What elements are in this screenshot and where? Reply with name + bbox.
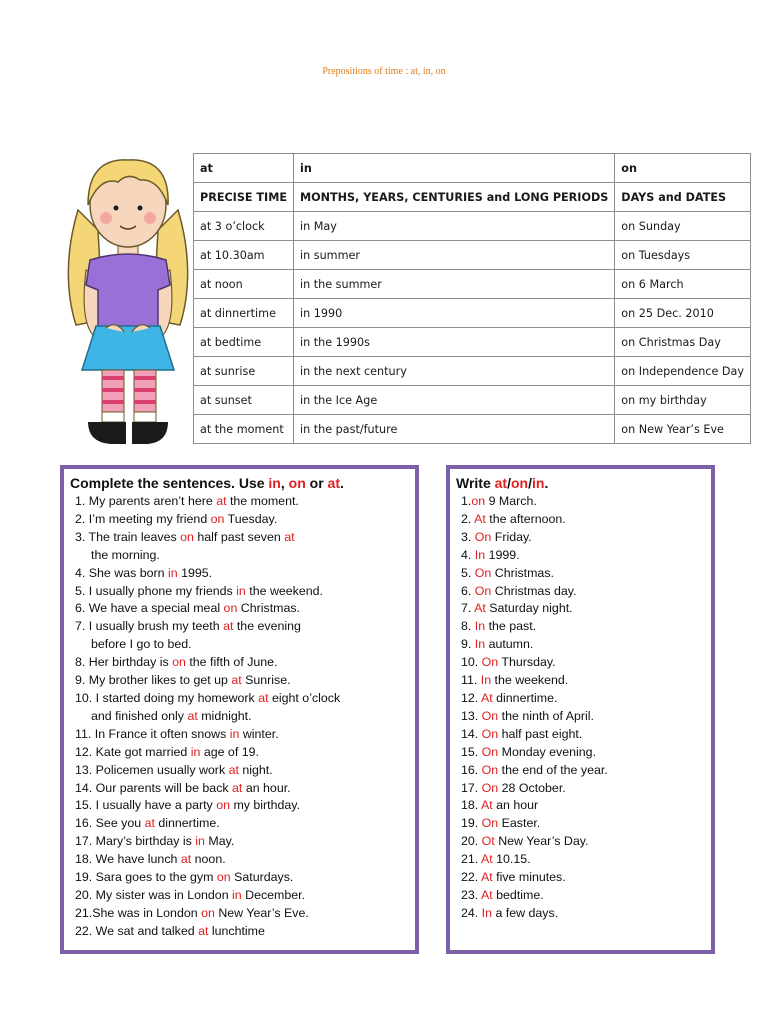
table-row (194, 328, 751, 357)
list-item (64, 690, 415, 708)
sentence-text: my birthday. (230, 798, 301, 813)
preposition-answer: at (187, 708, 198, 723)
list-item (450, 547, 711, 565)
list-item (450, 762, 711, 780)
list-item (64, 762, 415, 780)
list-item (450, 654, 711, 672)
sentence-text: the morning. (91, 547, 160, 562)
sentence-text: 4. (461, 547, 475, 562)
sentence-text: age of 19. (200, 744, 259, 759)
sentence-text: May. (204, 834, 235, 849)
sentence-text: 19. Sara goes to the gym (75, 870, 217, 885)
preposition-answer: On (481, 762, 499, 777)
sentence-text: the ninth of April. (498, 708, 594, 723)
sentence-text: 10.15. (492, 852, 531, 867)
preposition-answer: on (172, 655, 186, 670)
sentence-text: 10. (461, 655, 482, 670)
preposition-answer: on (210, 511, 225, 526)
table-cell: at bedtime (194, 328, 294, 357)
list-item (450, 744, 711, 762)
sentence-text: 7. (461, 601, 475, 616)
sentence-text: Saturday night. (485, 601, 573, 616)
table-row (194, 270, 751, 299)
list-item (64, 511, 415, 529)
list-item (450, 887, 711, 905)
table-cell: on Tuesdays (615, 241, 751, 270)
table-cell: in the 1990s (294, 328, 615, 357)
preposition-answer: in (268, 475, 281, 491)
preposition-answer: At (480, 887, 493, 902)
table-cell: at sunset (194, 386, 294, 415)
sentence-text: half past seven (193, 529, 285, 544)
table-cell: in (294, 154, 615, 183)
sentence-text: 15. (461, 744, 482, 759)
sentence-text: 20. (461, 834, 482, 849)
list-item (64, 636, 415, 654)
list-item (64, 565, 415, 583)
list-item (64, 780, 415, 798)
list-item (450, 600, 711, 618)
preposition-answer: in (167, 565, 178, 580)
table-cell: in the summer (294, 270, 615, 299)
sentence-text: Christmas. (237, 601, 300, 616)
table-cell: in the past/future (294, 415, 615, 444)
table-row (194, 299, 751, 328)
preposition-answer: on (510, 475, 529, 491)
preposition-answer: in (232, 887, 242, 902)
table-cell: at (194, 154, 294, 183)
preposition-answer: On (481, 816, 499, 831)
preposition-answer: In (474, 547, 486, 562)
sentence-text: five minutes. (492, 870, 566, 885)
list-item (64, 905, 415, 923)
preposition-answer: On (474, 529, 492, 544)
list-item (64, 923, 415, 941)
table-cell: on New Year’s Eve (615, 415, 751, 444)
list-item (450, 905, 711, 923)
table-cell: in the Ice Age (294, 386, 615, 415)
preposition-answer: in (229, 726, 240, 741)
table-cell: on Sunday (615, 212, 751, 241)
list-item (64, 869, 415, 887)
list-item (64, 708, 415, 726)
preposition-answer: At (474, 511, 486, 526)
list-item (64, 726, 415, 744)
preposition-answer: At (480, 852, 493, 867)
table-cell: in May (294, 212, 615, 241)
sentence-text: before I go to bed. (91, 637, 192, 652)
sentence-text: 8. (461, 619, 475, 634)
sentence-text: , (280, 475, 289, 491)
preposition-answer: Ot (481, 834, 495, 849)
sentence-text: the fifth of June. (185, 655, 278, 670)
table-cell: DAYS and DATES (615, 183, 751, 212)
preposition-answer: on (288, 475, 306, 491)
list-item (64, 833, 415, 851)
list-item (64, 493, 415, 511)
sentence-text: 10. I started doing my homework (75, 690, 259, 705)
list-item (64, 887, 415, 905)
list-item (64, 744, 415, 762)
list-item (450, 636, 711, 654)
sentence-text: 6. We have a special meal (75, 601, 224, 616)
sentence-text: or (305, 475, 328, 491)
sentence-text: December. (241, 887, 306, 902)
sentence-text: Christmas. (491, 565, 554, 580)
preposition-answer: At (480, 870, 493, 885)
exercise-heading (450, 475, 711, 491)
table-cell: MONTHS, YEARS, CENTURIES and LONG PERIODS (294, 183, 615, 212)
preposition-answer: on (216, 798, 230, 813)
sentence-text: 19. (461, 816, 482, 831)
preposition-answer: On (481, 726, 499, 741)
sentence-text: 8. Her birthday is (75, 655, 173, 670)
sentence-text: 2. I’m meeting my friend (75, 511, 211, 526)
sentence-text: a few days. (492, 905, 559, 920)
preposition-answer: At (474, 601, 486, 616)
sentence-text: Easter. (498, 816, 541, 831)
sentence-text: 7. I usually brush my teeth (75, 619, 224, 634)
preposition-answer: In (474, 619, 486, 634)
preposition-answer: in (236, 583, 246, 598)
table-row (194, 357, 751, 386)
exercise-box-complete-sentences (60, 465, 419, 954)
preposition-answer: At (480, 690, 493, 705)
preposition-answer: in (531, 475, 545, 491)
sentence-text: 9 March. (485, 494, 537, 508)
sentence-text: the moment. (226, 494, 299, 508)
sentence-text: night. (238, 762, 273, 777)
list-item (450, 565, 711, 583)
sentence-list (64, 493, 415, 941)
sentence-text: 21.She was in London (75, 905, 202, 920)
sentence-text: noon. (191, 852, 226, 867)
table-cell: on 6 March (615, 270, 751, 299)
list-item (450, 815, 711, 833)
list-item (450, 690, 711, 708)
preposition-answer: In (474, 637, 486, 652)
sentence-text: 6. (461, 583, 475, 598)
sentence-text: 16. See you (75, 816, 145, 831)
preposition-answer: In (480, 673, 492, 688)
sentence-text: the weekend. (491, 673, 569, 688)
exercise-box-write-prepositions (446, 465, 715, 954)
table-cell: on 25 Dec. 2010 (615, 299, 751, 328)
sentence-text: 24. (461, 905, 482, 920)
table-cell: on Independence Day (615, 357, 751, 386)
preposition-answer: On (481, 780, 499, 795)
sentence-text: eight o’clock (268, 690, 341, 705)
list-item (450, 672, 711, 690)
list-item (64, 618, 415, 636)
preposition-answer: at (232, 780, 243, 795)
list-item (64, 600, 415, 618)
preposition-answer: On (474, 565, 492, 580)
sentence-text: / (507, 475, 511, 491)
table-cell: PRECISE TIME (194, 183, 294, 212)
preposition-answer: at (223, 619, 234, 634)
preposition-answer: At (480, 798, 493, 813)
table-cell: on (615, 154, 751, 183)
sentence-text: 2. (461, 511, 475, 526)
sentence-text: 18. (461, 798, 481, 813)
sentence-text: 13. Policemen usually work (75, 762, 229, 777)
sentence-text: New Year’s Day. (494, 834, 589, 849)
table-row (194, 386, 751, 415)
sentence-text: 1. My parents aren’t here (75, 494, 217, 508)
sentence-text: winter. (239, 726, 279, 741)
sentence-text: 22. (461, 870, 481, 885)
sentence-text: 12. (461, 690, 481, 705)
table-cell: at the moment (194, 415, 294, 444)
list-item (64, 547, 415, 565)
table-cell: in the next century (294, 357, 615, 386)
prepositions-table (193, 153, 751, 444)
preposition-answer: at (144, 816, 155, 831)
sentence-text: 20. My sister was in London (75, 887, 233, 902)
sentence-text: dinnertime. (154, 816, 220, 831)
sentence-text: 11. In France it often snows (75, 726, 230, 741)
list-item (64, 529, 415, 547)
sentence-text: the past. (485, 619, 537, 634)
table-cell: in summer (294, 241, 615, 270)
sentence-text: Sunrise. (241, 673, 291, 688)
list-item (64, 672, 415, 690)
sentence-text: Christmas day. (491, 583, 577, 598)
preposition-answer: on (223, 601, 238, 616)
list-item (450, 511, 711, 529)
list-item (64, 815, 415, 833)
sentence-text: / (528, 475, 532, 491)
preposition-answer: In (481, 905, 493, 920)
sentence-text: 21. (461, 852, 481, 867)
sentence-text: 1999. (485, 547, 520, 562)
sentence-text: lunchtime (208, 923, 265, 938)
list-item (450, 869, 711, 887)
preposition-answer: at (231, 673, 242, 688)
preposition-answer: at (228, 762, 239, 777)
preposition-answer: on (216, 870, 231, 885)
preposition-answer: On (481, 708, 499, 723)
table-cell: at 3 o’clock (194, 212, 294, 241)
sentence-text: bedtime. (492, 887, 544, 902)
table-row (194, 154, 751, 183)
sentence-text: half past eight. (498, 726, 583, 741)
preposition-answer: On (481, 655, 499, 670)
preposition-answer: at (258, 690, 269, 705)
sentence-text: . (339, 475, 344, 491)
sentence-text: 15. I usually have a party (75, 798, 217, 813)
table-cell: on my birthday (615, 386, 751, 415)
sentence-text: 17. (461, 780, 482, 795)
sentence-text: Complete the sentences. Use (70, 475, 269, 491)
sentence-text: New Year’s Eve. (214, 905, 309, 920)
sentence-text: 3. The train leaves (75, 529, 181, 544)
table-cell: at 10.30am (194, 241, 294, 270)
preposition-answer: in (195, 834, 205, 849)
sentence-text: Monday evening. (498, 744, 597, 759)
sentence-text: 11. (461, 673, 481, 688)
answer-list (450, 493, 711, 923)
sentence-text: 18. We have lunch (75, 852, 181, 867)
girl-illustration (58, 150, 198, 450)
table-row (194, 415, 751, 444)
sentence-text: 9. (461, 637, 475, 652)
table-cell: in 1990 (294, 299, 615, 328)
list-item (450, 851, 711, 869)
sentence-text: 5. I usually phone my friends (75, 583, 237, 598)
table-row (194, 212, 751, 241)
list-item (450, 833, 711, 851)
table-cell: at noon (194, 270, 294, 299)
sentence-text: 3. (461, 529, 475, 544)
sentence-text: dinnertime. (492, 690, 558, 705)
preposition-answer: at (327, 475, 340, 491)
table-cell: at sunrise (194, 357, 294, 386)
sentence-text: 17. Mary’s birthday is (75, 834, 196, 849)
sentence-text: 14. (461, 726, 482, 741)
list-item (64, 851, 415, 869)
sentence-text: 28 October. (498, 780, 566, 795)
preposition-answer: On (481, 744, 499, 759)
table-cell: on Christmas Day (615, 328, 751, 357)
preposition-answer: in (190, 744, 201, 759)
sentence-text: an hour. (242, 780, 291, 795)
table-row (194, 183, 751, 212)
sentence-text: the weekend. (245, 583, 323, 598)
sentence-text: an hour (492, 798, 539, 813)
list-item (64, 654, 415, 672)
list-item (450, 618, 711, 636)
table-row (194, 241, 751, 270)
preposition-answer: at (180, 852, 192, 867)
sentence-text: 4. She was born (75, 565, 168, 580)
preposition-answer: on (471, 494, 486, 508)
page-title: Prepositions of time : at, in, on (322, 66, 446, 77)
sentence-text: Friday. (491, 529, 532, 544)
list-item (450, 726, 711, 744)
sentence-text: 5. (461, 565, 475, 580)
sentence-text: 1. (461, 494, 472, 508)
list-item (450, 797, 711, 815)
sentence-text: and finished only (91, 708, 188, 723)
list-item (64, 583, 415, 601)
list-item (450, 708, 711, 726)
list-item (450, 493, 711, 511)
list-item (450, 780, 711, 798)
sentence-text: 1995. (177, 565, 213, 580)
sentence-text: Tuesday. (224, 511, 278, 526)
sentence-text: Write (456, 475, 495, 491)
sentence-text: 14. Our parents will be back (75, 780, 233, 795)
sentence-text: the end of the year. (498, 762, 608, 777)
sentence-text: Thursday. (498, 655, 556, 670)
sentence-text: Saturdays. (230, 870, 294, 885)
preposition-answer: on (180, 529, 194, 544)
sentence-text: . (544, 475, 549, 491)
sentence-text: the afternoon. (485, 511, 566, 526)
sentence-text: 22. We sat and talked (75, 923, 199, 938)
preposition-answer: at (198, 923, 209, 938)
sentence-text: the evening (233, 619, 301, 634)
preposition-answer: On (474, 583, 492, 598)
table-cell: at dinnertime (194, 299, 294, 328)
sentence-text: midnight. (197, 708, 252, 723)
sentence-text: 12. Kate got married (75, 744, 191, 759)
sentence-text: 16. (461, 762, 482, 777)
exercise-heading (64, 475, 415, 491)
preposition-answer: on (201, 905, 215, 920)
list-item (450, 583, 711, 601)
sentence-text: 23. (461, 887, 481, 902)
list-item (450, 529, 711, 547)
sentence-text: 13. (461, 708, 482, 723)
list-item (64, 797, 415, 815)
sentence-text: 9. My brother likes to get up (75, 673, 232, 688)
preposition-answer: at (216, 494, 227, 508)
preposition-answer: at (494, 475, 508, 491)
sentence-text: autumn. (485, 637, 534, 652)
preposition-answer: at (284, 529, 295, 544)
